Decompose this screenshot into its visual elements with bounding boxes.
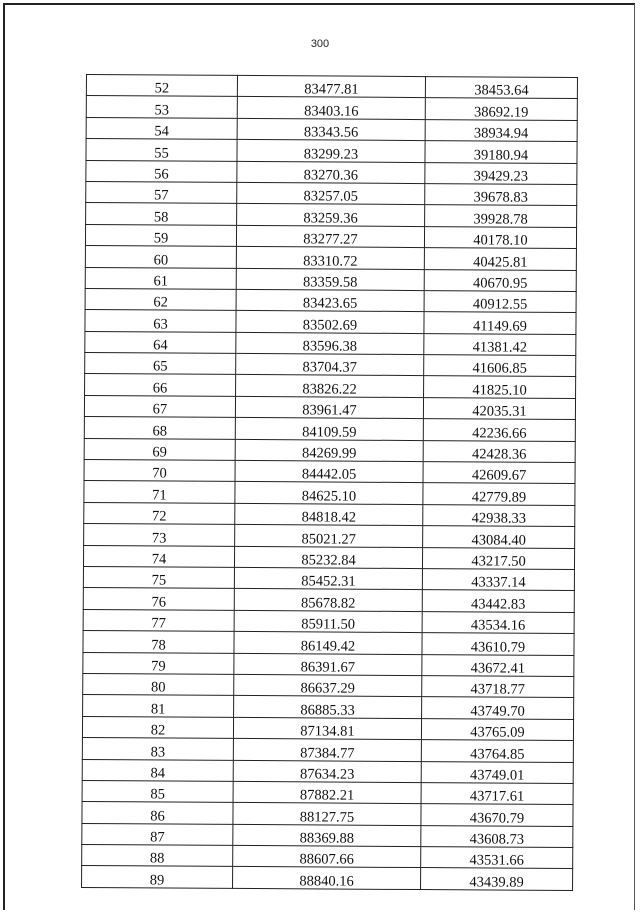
table-row xyxy=(83,545,574,569)
row-index-cell: 64 xyxy=(85,331,236,353)
value-b-cell: 41149.69 xyxy=(424,312,576,334)
row-index-cell: 87 xyxy=(82,823,233,845)
value-a-cell: 87634.23 xyxy=(233,760,421,783)
value-a-cell: 83423.65 xyxy=(236,289,424,312)
row-index-cell: 81 xyxy=(83,695,234,717)
value-b-cell: 42035.31 xyxy=(423,397,575,419)
table-row xyxy=(85,374,576,398)
value-a-cell: 85232.84 xyxy=(234,546,422,569)
row-index-cell: 86 xyxy=(82,802,233,824)
table-row xyxy=(83,631,574,655)
table-row xyxy=(85,224,576,248)
value-b-cell: 43670.79 xyxy=(421,804,573,826)
row-index-cell: 68 xyxy=(84,417,235,439)
value-b-cell: 43672.41 xyxy=(422,654,574,676)
table-row xyxy=(85,331,576,355)
value-b-cell: 42938.33 xyxy=(423,504,575,526)
value-a-cell: 86637.29 xyxy=(234,674,422,697)
table-row xyxy=(85,288,576,312)
row-index-cell: 58 xyxy=(86,203,237,225)
value-a-cell: 83259.36 xyxy=(237,204,425,227)
value-b-cell: 43217.50 xyxy=(422,547,574,569)
table-row xyxy=(84,524,575,548)
value-b-cell: 40425.81 xyxy=(424,248,576,270)
value-b-cell: 43337.14 xyxy=(422,569,574,591)
value-a-cell: 87882.21 xyxy=(233,781,421,804)
table-row xyxy=(86,96,577,120)
table-row xyxy=(86,117,577,141)
value-b-cell: 43442.83 xyxy=(422,590,574,612)
row-index-cell: 71 xyxy=(84,481,235,503)
table-row xyxy=(82,716,573,740)
row-index-cell: 83 xyxy=(82,738,233,760)
value-b-cell: 40670.95 xyxy=(424,269,576,291)
value-b-cell: 39429.23 xyxy=(425,162,577,184)
table-row xyxy=(82,802,573,826)
table-row xyxy=(84,438,575,462)
value-b-cell: 38453.64 xyxy=(425,77,577,99)
value-a-cell: 87134.81 xyxy=(233,717,421,740)
value-b-cell: 43718.77 xyxy=(422,676,574,698)
table-row xyxy=(83,588,574,612)
table-row xyxy=(84,502,575,526)
table-row xyxy=(85,246,576,270)
value-a-cell: 83270.36 xyxy=(237,161,425,184)
row-index-cell: 88 xyxy=(82,845,233,867)
value-a-cell: 86149.42 xyxy=(234,632,422,655)
value-a-cell: 83826.22 xyxy=(236,375,424,398)
row-index-cell: 67 xyxy=(84,395,235,417)
data-table xyxy=(81,74,578,891)
value-b-cell: 43764.85 xyxy=(421,740,573,762)
value-a-cell: 83359.58 xyxy=(236,268,424,291)
value-b-cell: 39678.83 xyxy=(425,184,577,206)
value-a-cell: 84818.42 xyxy=(235,503,423,526)
row-index-cell: 57 xyxy=(86,181,237,203)
row-index-cell: 53 xyxy=(86,96,237,118)
value-a-cell: 83704.37 xyxy=(236,353,424,376)
value-a-cell: 83257.05 xyxy=(237,182,425,205)
value-a-cell: 85911.50 xyxy=(234,610,422,633)
row-index-cell: 79 xyxy=(83,652,234,674)
table-row xyxy=(83,566,574,590)
value-a-cell: 83343.56 xyxy=(237,118,425,141)
table-row xyxy=(86,203,577,227)
table-row xyxy=(85,353,576,377)
data-table-container xyxy=(81,74,578,891)
row-index-cell: 72 xyxy=(84,502,235,524)
row-index-cell: 80 xyxy=(83,673,234,695)
value-b-cell: 40912.55 xyxy=(424,290,576,312)
table-row xyxy=(83,609,574,633)
row-index-cell: 82 xyxy=(82,716,233,738)
row-index-cell: 73 xyxy=(84,524,235,546)
value-a-cell: 83310.72 xyxy=(236,247,424,270)
table-row xyxy=(85,310,576,334)
table-row xyxy=(82,780,573,804)
table-row xyxy=(85,267,576,291)
value-a-cell: 86885.33 xyxy=(234,696,422,719)
value-b-cell: 41381.42 xyxy=(424,333,576,355)
table-row xyxy=(86,160,577,184)
row-index-cell: 70 xyxy=(84,460,235,482)
value-b-cell: 43749.70 xyxy=(422,697,574,719)
table-row xyxy=(83,652,574,676)
row-index-cell: 55 xyxy=(86,139,237,161)
value-a-cell: 84269.99 xyxy=(235,439,423,462)
value-a-cell: 88607.66 xyxy=(233,845,421,868)
value-a-cell: 85452.31 xyxy=(234,567,422,590)
value-a-cell: 85021.27 xyxy=(235,525,423,548)
table-row xyxy=(84,417,575,441)
value-b-cell: 41606.85 xyxy=(424,355,576,377)
table-row xyxy=(84,395,575,419)
row-index-cell: 61 xyxy=(85,267,236,289)
value-b-cell: 43749.01 xyxy=(421,761,573,783)
value-b-cell: 42609.67 xyxy=(423,462,575,484)
value-b-cell: 42236.66 xyxy=(423,419,575,441)
value-a-cell: 83403.16 xyxy=(237,97,425,120)
value-a-cell: 88369.88 xyxy=(233,824,421,847)
value-a-cell: 88127.75 xyxy=(233,803,421,826)
row-index-cell: 60 xyxy=(85,246,236,268)
value-a-cell: 83502.69 xyxy=(236,311,424,334)
value-b-cell: 38934.94 xyxy=(425,119,577,141)
table-row xyxy=(82,738,573,762)
table-row xyxy=(83,673,574,697)
value-a-cell: 83277.27 xyxy=(236,225,424,248)
row-index-cell: 76 xyxy=(83,588,234,610)
value-b-cell: 43531.66 xyxy=(421,847,573,869)
value-b-cell: 38692.19 xyxy=(425,98,577,120)
value-a-cell: 83961.47 xyxy=(235,396,423,419)
row-index-cell: 69 xyxy=(84,438,235,460)
table-row xyxy=(84,460,575,484)
value-a-cell: 84109.59 xyxy=(235,418,423,441)
row-index-cell: 66 xyxy=(85,374,236,396)
row-index-cell: 89 xyxy=(82,866,233,888)
row-index-cell: 77 xyxy=(83,609,234,631)
table-row xyxy=(82,823,573,847)
value-a-cell: 84442.05 xyxy=(235,460,423,483)
value-b-cell: 43534.16 xyxy=(422,611,574,633)
value-b-cell: 41825.10 xyxy=(424,376,576,398)
table-row xyxy=(82,866,573,890)
row-index-cell: 78 xyxy=(83,631,234,653)
value-b-cell: 42779.89 xyxy=(423,483,575,505)
row-index-cell: 59 xyxy=(85,224,236,246)
value-b-cell: 40178.10 xyxy=(424,226,576,248)
table-row xyxy=(82,759,573,783)
value-b-cell: 39180.94 xyxy=(425,141,577,163)
table-row xyxy=(86,139,577,163)
row-index-cell: 56 xyxy=(86,160,237,182)
value-a-cell: 83596.38 xyxy=(236,332,424,355)
value-b-cell: 39928.78 xyxy=(425,205,577,227)
row-index-cell: 62 xyxy=(85,288,236,310)
row-index-cell: 63 xyxy=(85,310,236,332)
row-index-cell: 85 xyxy=(82,780,233,802)
value-a-cell: 85678.82 xyxy=(234,589,422,612)
value-b-cell: 43610.79 xyxy=(422,633,574,655)
value-b-cell: 43608.73 xyxy=(421,825,573,847)
row-index-cell: 84 xyxy=(82,759,233,781)
value-b-cell: 43765.09 xyxy=(421,718,573,740)
table-row xyxy=(86,75,577,99)
value-b-cell: 43084.40 xyxy=(423,526,575,548)
table-row xyxy=(83,695,574,719)
value-b-cell: 43439.89 xyxy=(421,868,573,890)
value-a-cell: 83299.23 xyxy=(237,140,425,163)
value-a-cell: 88840.16 xyxy=(233,867,421,890)
row-index-cell: 65 xyxy=(85,353,236,375)
value-a-cell: 87384.77 xyxy=(233,739,421,762)
value-a-cell: 84625.10 xyxy=(235,482,423,505)
data-table-body xyxy=(82,75,578,891)
value-b-cell: 42428.36 xyxy=(423,440,575,462)
table-row xyxy=(86,181,577,205)
row-index-cell: 74 xyxy=(83,545,234,567)
table-row xyxy=(84,481,575,505)
value-b-cell: 43717.61 xyxy=(421,782,573,804)
table-row xyxy=(82,845,573,869)
row-index-cell: 54 xyxy=(86,117,237,139)
value-a-cell: 86391.67 xyxy=(234,653,422,676)
page-number: 300 xyxy=(310,38,330,50)
row-index-cell: 75 xyxy=(83,566,234,588)
value-a-cell: 83477.81 xyxy=(237,75,425,98)
row-index-cell: 52 xyxy=(86,75,237,97)
